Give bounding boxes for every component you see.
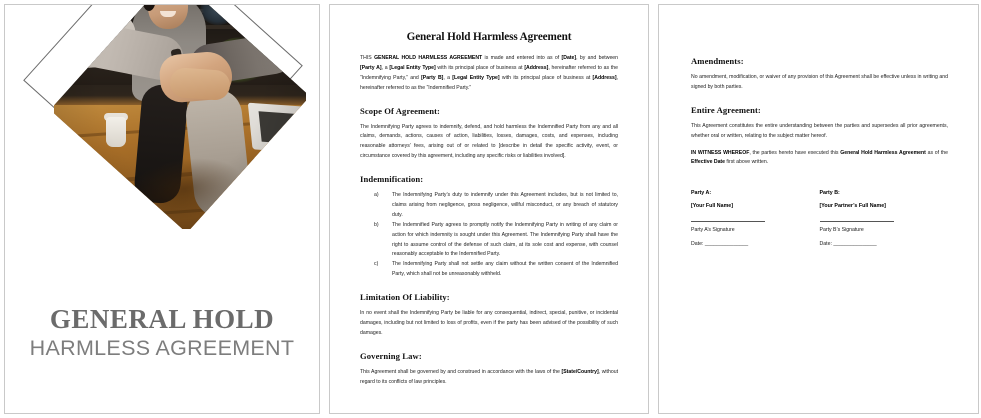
signature-line[interactable]	[691, 221, 765, 222]
list-item: b) The Indemnified Party agrees to promptly notify the Indemnifying Party in writing of any claim or action for which indemnity is sought under this Agreement. The Indemnifying Party shall have the right to assume control of the defense of such claim, at its sole cost and expense, with counsel reasonably acceptable to the Indemnified Party.	[374, 221, 618, 258]
party-name-field[interactable]: [Your Full Name]	[691, 203, 733, 210]
intro-paragraph: THIS GENERAL HOLD HARMLESS AGREEMENT is made and entered into as of [Date], by and between [Party A], a [Legal Entity Type] with its principal place of business at [Address], hereinafter referred to as the “Indemnifying Party,” and [Party B], a [Legal Entity Type] with its principal place of business at [Address], hereinafter referred to as the “Indemnified Party.”	[360, 55, 619, 91]
party-label: Party B:	[819, 190, 840, 197]
list-marker: a)	[374, 192, 379, 199]
signature-caption: Party A’s Signature	[691, 227, 735, 234]
list-item: a) The Indemnifying Party’s duty to indemnify under this Agreement includes, but is not limited to, claims arising from negligence, gross negligence, willful misconduct, or any breach of statutory duty.	[374, 192, 618, 218]
body-sheet	[330, 5, 648, 413]
section-heading: Limitation Of Liability:	[360, 292, 450, 303]
section-indemnification	[360, 174, 618, 280]
section-governing-law	[360, 351, 618, 388]
section-heading: Scope Of Agreement:	[360, 105, 441, 116]
section-paragraph: No amendment, modification, or waiver of any provision of this Agreement shall be effective unless in writing and signed by both parties.	[691, 74, 948, 90]
section-heading: Entire Agreement:	[691, 104, 761, 115]
signature-block-party-b	[820, 190, 949, 247]
signature-grid	[691, 190, 948, 247]
section-heading: Indemnification:	[360, 174, 424, 185]
section-paragraph: This Agreement shall be governed by and construed in accordance with the laws of the [State/Country], without regard to its conflicts of law principles.	[360, 368, 618, 385]
section-amendments	[691, 56, 948, 93]
indemnification-list	[360, 191, 618, 280]
section-heading: Amendments:	[691, 56, 744, 66]
list-marker: c)	[374, 261, 379, 268]
page-signatures[interactable]	[658, 4, 979, 414]
list-marker: b)	[374, 221, 379, 228]
cover-title: GENERAL HOLD	[49, 304, 275, 334]
section-limitation-of-liability	[360, 292, 618, 339]
section-paragraph: The Indemnifying Party agrees to indemnify, defend, and hold harmless the Indemnified Party from any and all claims, demands, actions, causes of action, liabilities, losses, damages, costs, and expenses, including reasonable attorneys’ fees, arising out of or related to [describe in detail the specific activity, event, or circumstance covered by this agreement, including any specific risks or liabilities involved].	[360, 123, 618, 160]
party-label: Party A:	[691, 190, 712, 197]
cover-subtitle: HARMLESS AGREEMENT	[29, 336, 295, 361]
sign-sheet	[659, 5, 978, 413]
signature-date-field[interactable]: Date: _______________	[691, 241, 749, 248]
signature-caption: Party B’s Signature	[819, 227, 864, 234]
cover-title-block	[5, 305, 319, 363]
witness-paragraph: IN WITNESS WHEREOF, the parties hereto have executed this General Hold Harmless Agreement as of the Effective Date first above written.	[691, 149, 948, 166]
section-scope	[360, 106, 618, 163]
signature-date-field[interactable]: Date: _______________	[819, 241, 877, 248]
cover-artwork	[5, 5, 319, 297]
signature-block-party-a	[691, 190, 820, 247]
document-title: General Hold Harmless Agreement	[406, 31, 572, 43]
section-paragraph: In no event shall the Indemnifying Party be liable for any consequential, indirect, special, punitive, or incidental damages, including but not limited to loss of profits, even if the party has been advised of the possibility of such damages.	[360, 310, 618, 336]
page-cover[interactable]	[4, 4, 320, 414]
list-item: c) The Indemnifying Party shall not settle any claim without the written consent of the Indemnified Party, which shall not be unreasonably withheld.	[374, 261, 618, 278]
section-paragraph: This Agreement constitutes the entire understanding between the parties and supersedes all prior agreements, whether oral or written, relating to the subject matter hereof.	[691, 122, 948, 139]
party-name-field[interactable]: [Your Partner’s Full Name]	[819, 203, 886, 210]
page-body[interactable]	[329, 4, 649, 414]
section-entire-agreement	[691, 105, 948, 142]
section-heading: Governing Law:	[360, 350, 422, 361]
signature-line[interactable]	[820, 221, 894, 222]
